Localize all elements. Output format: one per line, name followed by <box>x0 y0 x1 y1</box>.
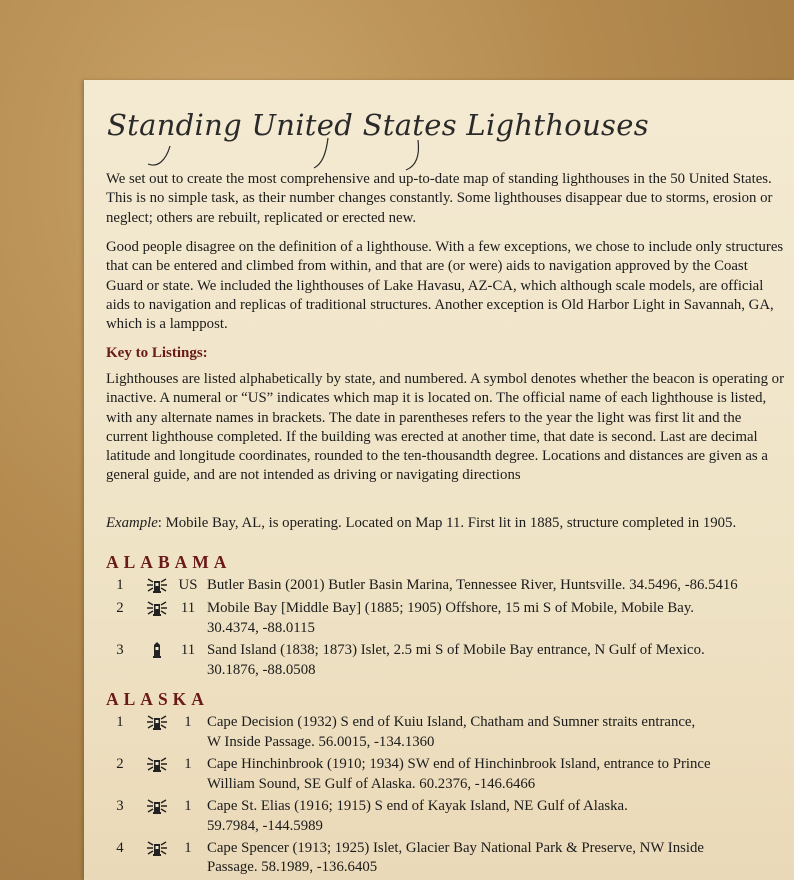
entry-description: Sand Island (1838; 1873) Islet, 2.5 mi S of Mobile Bay entrance, N Gulf of Mexico. <box>207 642 705 658</box>
entry-number: 4 <box>116 840 124 856</box>
page-title: Standing United States Lighthouses <box>107 108 649 142</box>
operating-icon <box>147 713 167 731</box>
entry-number: 1 <box>116 714 124 730</box>
key-heading: Key to Listings: <box>106 345 208 361</box>
entry-coordinates: Passage. 58.1989, -136.6405 <box>207 859 378 875</box>
entry-number: 2 <box>116 600 124 616</box>
entry-description: Mobile Bay [Middle Bay] (1885; 1905) Offshore, 15 mi S of Mobile, Mobile Bay. <box>207 600 695 616</box>
operating-icon <box>147 599 167 617</box>
entry-coordinates: 30.1876, -88.0508 <box>207 662 316 678</box>
example-text: : Mobile Bay, AL, is operating. Located on Map 11. First lit in 1885, structure completed in 1905. <box>157 515 737 531</box>
key-paragraph: Lighthouses are listed alphabetically by state, and numbered. A symbol denotes whether the beacon is operating or inactive. A numeral or “US” indicates which map it is located on. The official name of each lighthouse is listed, with any alternate names in brackets. The date in parentheses refers to the year the light was first lit and the current lighthouse completed. If the building was erected at another time, that date is second. Last are decimal latitude and longitude coordinates, rounded to the ten-thousandth degree. Locations and distances are given as a general guide, and are not intended as driving or navigating directions <box>106 371 785 484</box>
map-reference: 1 <box>184 798 192 814</box>
inactive-icon <box>147 641 167 659</box>
state-heading-alaska: ALASKA <box>106 689 209 709</box>
map-reference: 11 <box>180 600 196 616</box>
entry-number: 3 <box>116 642 124 658</box>
entry-description: Cape Spencer (1913; 1925) Islet, Glacier Bay National Park & Preserve, NW Inside <box>207 840 704 856</box>
entry-coordinates: 30.4374, -88.0115 <box>207 620 315 636</box>
intro-paragraph-2: Good people disagree on the definition of a lighthouse. With a few exceptions, we chose to include only structures that can be entered and climbed from within, and that are (or were) aids to navigation approved by the Coast Guard or state. We included the lighthouses of Lake Havasu, AZ-CA, which although scale models, are official aids to navigation and replicas of traditional structures. Another exception is Old Harbor Light in Savannah, GA, which is a lamppost. <box>106 239 784 333</box>
entry-coordinates: 59.7984, -144.5989 <box>207 818 323 834</box>
entry-coordinates: W Inside Passage. 56.0015, -134.1360 <box>207 734 435 750</box>
state-heading-alabama: ALABAMA <box>106 552 232 572</box>
entry-description: Cape Hinchinbrook (1910; 1934) SW end of Hinchinbrook Island, entrance to Prince <box>207 756 711 772</box>
entry-description: Cape St. Elias (1916; 1915) S end of Kayak Island, NE Gulf of Alaska. <box>207 798 628 814</box>
entry-description: Cape Decision (1932) S end of Kuiu Island, Chatham and Sumner straits entrance, <box>207 714 696 730</box>
map-reference: 1 <box>184 840 192 856</box>
operating-icon <box>147 839 167 857</box>
entry-description: Butler Basin (2001) Butler Basin Marina, Tennessee River, Huntsville. 34.5496, -86.5416 <box>207 577 738 593</box>
example-paragraph <box>106 514 786 533</box>
entry-coordinates: William Sound, SE Gulf of Alaska. 60.2376, -146.6466 <box>207 776 536 792</box>
map-reference: 1 <box>184 756 192 772</box>
map-reference: 1 <box>184 714 192 730</box>
operating-icon <box>147 797 167 815</box>
operating-icon <box>147 755 167 773</box>
entry-number: 3 <box>116 798 124 814</box>
entry-number: 2 <box>116 756 124 772</box>
intro-paragraph-1: We set out to create the most comprehensive and up-to-date map of standing lighthouses in the 50 United States. This is no simple task, as their number changes constantly. Some lighthouses disappear due to storms, erosion or neglect; others are rebuilt, replicated or erected new. <box>106 171 773 226</box>
entry-number: 1 <box>116 577 124 593</box>
example-label: Example <box>106 515 158 531</box>
map-reference: US <box>178 577 198 593</box>
map-reference: 11 <box>180 642 196 658</box>
operating-icon <box>147 576 167 594</box>
